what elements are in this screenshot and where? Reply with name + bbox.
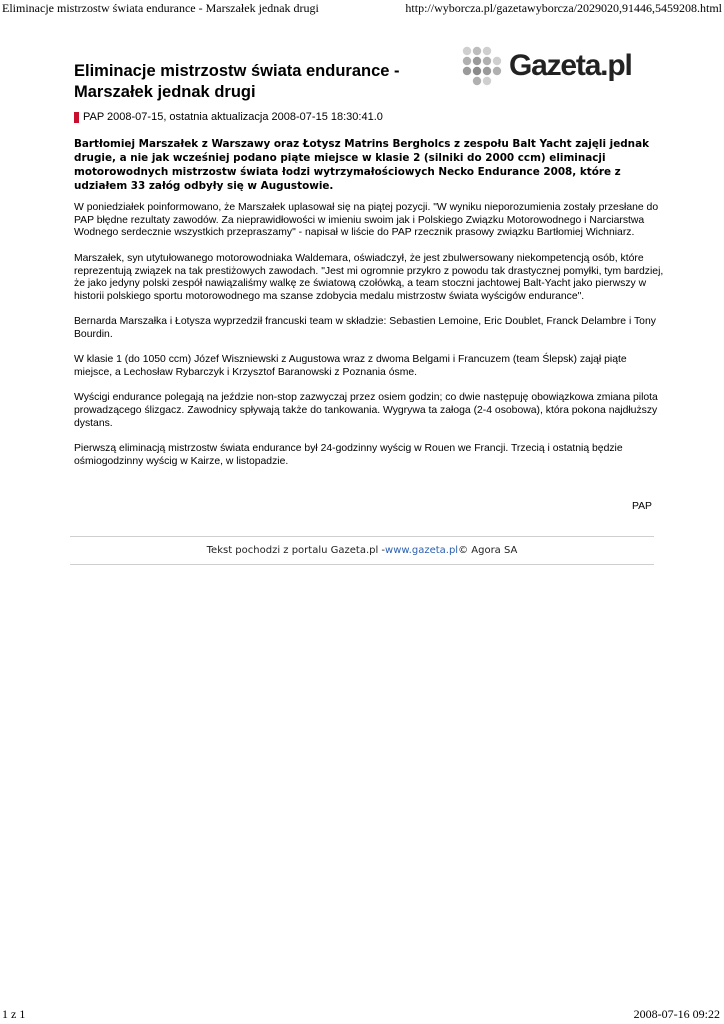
logo-text: Gazeta.pl bbox=[509, 49, 632, 82]
gazeta-logo[interactable] bbox=[461, 45, 651, 87]
article-meta-text: PAP 2008-07-15, ostatnia aktualizacja 2008-07-15 18:30:41.0 bbox=[83, 111, 383, 123]
article-title: Eliminacje mistrzostw świata endurance - Marszałek jednak drugi bbox=[74, 62, 400, 101]
source-link[interactable]: www.gazeta.pl bbox=[385, 545, 459, 556]
article-paragraph: Bernarda Marszałka i Łotysza wyprzedził francuski team w składzie: Sebastien Lemoine, Eric Doublet, Franck Delambre i Tony Bourdin. bbox=[74, 316, 656, 340]
print-footer bbox=[0, 1007, 724, 1022]
page-counter: 1 z 1 bbox=[2, 1007, 26, 1021]
print-header-title: Eliminacje mistrzostw świata endurance - Marszałek jednak drugi bbox=[2, 1, 319, 15]
logo-dots-icon bbox=[461, 45, 503, 87]
article-paragraph: Wyścigi endurance polegają na jeździe non-stop zazwyczaj przez osiem godzin; co dwie następuję obowiązkowa zmiana pilota prowadzącego ślizgacz. Zawodnicy spływają także do tankowania. Wygrywa ta załoga (2-4 osobowa), która pokona najdłuższy dystans. bbox=[74, 392, 658, 429]
print-datetime: 2008-07-16 09:22 bbox=[633, 1007, 720, 1021]
print-header-url: http://wyborcza.pl/gazetawyborcza/2029020,91446,5459208.html bbox=[405, 1, 722, 15]
article-paragraph: W poniedziałek poinformowano, że Marszałek uplasował się na piątej pozycji. "W wyniku nieporozumienia zostały przesłane do PAP błędne rezultaty zawodów. Za nieprawidłowości w imieniu swoim jak i Polskiego Związku Motorowodnego i Narciarstwa Wodnego serdecznie wszystkich przepraszamy" - napisał w liście do PAP rzecznik prasowy związku Bartłomiej Wichniarz. bbox=[74, 202, 659, 239]
source-marker-icon bbox=[74, 112, 79, 123]
source-footer bbox=[70, 536, 654, 565]
article-paragraph: Marszałek, syn utytułowanego motorowodniaka Waldemara, oświadczył, że jest zbulwersowany niekompetencją osób, które reprezentują związek na tak prestiżowych zawodach. "Jest mi ogromnie przykro z powodu tak drastycznej pomyłki, tym bardziej, że jako jedyny polski zespół nawiązaliśmy walkę ze światową czołówką, a team stoczni jachtowej Balt-Yacht jako pierwszy w historii polskiego sportu motorowodnego ma szanse zdobycia medalu mistrzostw świata wyścigów endurance". bbox=[74, 252, 664, 302]
article-meta bbox=[74, 111, 383, 123]
print-header bbox=[0, 1, 724, 16]
article-signature: PAP bbox=[631, 501, 652, 512]
source-prefix: Tekst pochodzi z portalu Gazeta.pl - bbox=[206, 545, 386, 556]
article-paragraph: W klasie 1 (do 1050 ccm) Józef Wiszniewski z Augustowa wraz z dwoma Belgami i Francuzem (team Ślepsk) zajął piąte miejsce, a Lechosław Rybarczyk i Krzysztof Baranowski z Poznania ósme. bbox=[74, 354, 627, 379]
source-suffix: © Agora SA bbox=[458, 545, 518, 556]
article-body bbox=[74, 202, 664, 481]
article-lead: Bartłomiej Marszałek z Warszawy oraz Łotysz Matrins Bergholcs z zespołu Balt Yacht zajęli jednak drugie, a nie jak wcześniej podano piąte miejsce w klasie 2 (silniki do 2000 ccm) eliminacji motorowodnych mistrzostw świata łodzi wytrzymałościowych Necko Endurance 2008, które z udziałem 33 załóg odbyły się w Augustowie. bbox=[74, 138, 650, 192]
article-paragraph: Pierwszą eliminacją mistrzostw świata endurance był 24-godzinny wyścig w Rouen we Francji. Trzecią i ostatnią będzie ośmiogodzinny wyścig w Kairze, w listopadzie. bbox=[74, 443, 623, 467]
